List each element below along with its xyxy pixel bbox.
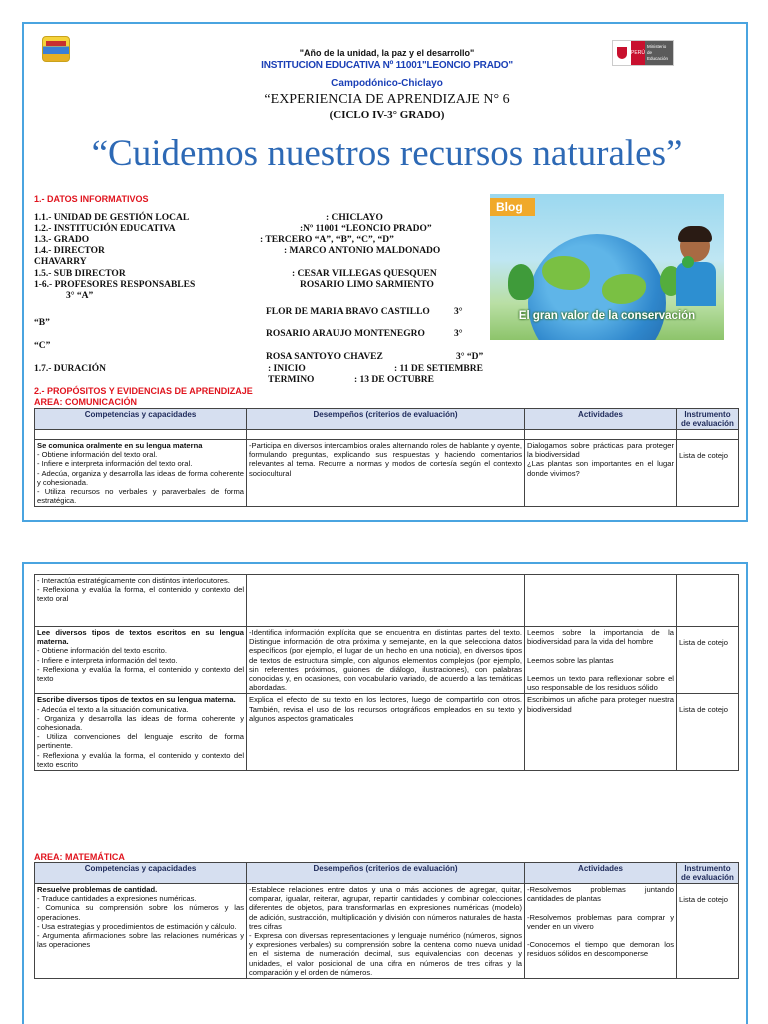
desempeno-cell (247, 575, 525, 627)
document-page-2 (22, 562, 748, 1024)
col-header-actividades: Actividades (525, 409, 677, 430)
desempeno-cell: -Establece relaciones entre datos y una o más acciones de agregar, quitar, comparar, igualar, reiterar, agrupar, repartir cantidades y combinar colecciones diferentes de objetos, para transformarlas en expresiones numéricas (modelo) de adición, sustracción, multiplicación y división con números naturales de hasta tres cifras - Expresa con diversas representaciones y lenguaje numérico (números, signos y expresiones verbales) su comprensión sobre la centena como nueva unidad en el sistema de numeración decimal, sus equivalencias con decenas y unidades, el valor posicional de una cifra en números de tres cifras y la comparación y el orden de números. (247, 884, 525, 979)
competencia-title: Resuelve problemas de cantidad. (37, 885, 158, 894)
instrumento-label: Lista de cotejo (679, 451, 728, 460)
value-subdirector: : CESAR VILLEGAS QUESQUEN (292, 269, 437, 279)
ministry-country: PERÚ (631, 41, 645, 65)
table-comunicacion (34, 408, 739, 507)
institution-location: Campodónico-Chiclayo (331, 78, 443, 89)
section-d: 3° “D” (456, 352, 484, 362)
section-heading-propositos: 2.- PROPÓSITOS Y EVIDENCIAS DE APRENDIZAJE (34, 386, 253, 396)
document-page-1 (22, 22, 748, 522)
label-grado: 1.3.- GRADO (34, 235, 90, 245)
conservation-blog-image (490, 194, 724, 340)
value-inicio: : 11 DE SETIEMBRE (394, 364, 483, 374)
col-header-desempenos: Desempeños (criterios de evaluación) (247, 863, 525, 884)
grade-flor: 3° (454, 307, 463, 317)
value-institucion: :Nº 11001 “LEONCIO PRADO” (300, 224, 432, 234)
grade-rosario: 3° (454, 329, 463, 339)
value-termino: : 13 DE OCTUBRE (354, 375, 434, 385)
institution-name: INSTITUCION EDUCATIVA Nº 11001"LEONCIO PRADO" (261, 60, 513, 71)
competencia-capacidades: - Obtiene información del texto escrito. - Infiere e interpreta información del texto. - Reflexiona y evalúa la forma, el contenido y contexto del texto (37, 646, 244, 684)
section-heading-datos: 1.- DATOS INFORMATIVOS (34, 194, 149, 204)
instrumento-label: Lista de cotejo (679, 638, 728, 647)
competencia-cell (35, 694, 247, 771)
col-header-instrumento: Instrumento de evaluación (677, 863, 739, 884)
instrumento-label: Lista de cotejo (679, 705, 728, 715)
label-ugel: 1.1.- UNIDAD DE GESTIÓN LOCAL (34, 213, 190, 223)
col-header-instrumento: Instrumento de evaluación (677, 409, 739, 430)
label-duracion: 1.7.- DURACIÓN (34, 364, 107, 374)
desempeno-cell: Explica el efecto de su texto en los lectores, luego de compartirlo con otros. También, revisa el uso de los recursos ortográficos empleados en su texto y algunos aspectos gramaticales (247, 694, 525, 771)
section-a: 3° “A” (66, 291, 94, 301)
table-row (35, 575, 739, 627)
value-director: : MARCO ANTONIO MALDONADO (284, 246, 441, 256)
competencia-capacidades: - Obtiene información del texto oral. - Infiere e interpreta información del texto oral. - Adecúa, organiza y desarrolla las ideas de forma coherente y cohesionada. - Utiliza recursos no verbales y paraverbales de forma estratégica. (37, 450, 244, 506)
instrumento-label: Lista de cotejo (679, 895, 728, 904)
blog-banner-text: El gran valor de la conservación (518, 310, 696, 322)
area-matematica: AREA: MATEMÁTICA (34, 852, 125, 862)
section-c: “C” (34, 341, 51, 351)
teacher-rosario: ROSARIO ARAUJO MONTENEGRO (266, 329, 425, 339)
value-director-cont: CHAVARRY (34, 257, 87, 267)
instrumento-cell (677, 694, 739, 771)
col-header-competencias: Competencias y capacidades (35, 409, 247, 430)
section-b: “B” (34, 318, 50, 328)
table-row (35, 884, 739, 979)
actividades-cell: Dialogamos sobre prácticas para proteger la biodiversidad ¿Las plantas son importantes en el lugar donde vivimos? (525, 440, 677, 507)
desempeno-cell: -Identifica información explícita que se encuentra en distintas partes del texto. Distingue información de otra próxima y semejante, en la que selecciona datos específicos (por ejemplo, el lugar de un hecho en una noticia), en diversos tipos de textos de estructura simple, con algunos elementos complejos (por ejemplo, sin referentes próximos, guiones de diálogo, ilustraciones), con palabras conocidas y, en ocasiones, con vocabulario variado, de acuerdo a las temáticas abordadas. (247, 627, 525, 694)
instrumento-cell (677, 627, 739, 694)
blog-tag: Blog (490, 198, 535, 216)
page-title: “Cuidemos nuestros recursos naturales” (91, 133, 683, 174)
instrumento-cell (677, 440, 739, 507)
competencia-cell (35, 884, 247, 979)
competencia-cell (35, 440, 247, 507)
competencia-capacidades: - Traduce cantidades a expresiones numéricas. - Comunica su comprensión sobre los números y las operaciones. - Usa estrategias y procedimientos de estimación y cálculo. - Argumenta afirmaciones sobre las relaciones numéricas y las operaciones (37, 894, 244, 950)
ministry-name: Ministerio de Educación (645, 41, 673, 65)
tree-icon (508, 264, 534, 300)
label-inicio: : INICIO (268, 364, 306, 374)
table-row (35, 627, 739, 694)
competencia-capacidades: - Adecúa el texto a la situación comunicativa. - Organiza y desarrolla las ideas de forma coherente y cohesionada. - Utiliza convenciones del lenguaje escrito de forma pertinente. - Reflexiona y evalúa la forma, el contenido y contexto del texto escrito (37, 704, 244, 769)
value-profesor-limo: ROSARIO LIMO SARMIENTO (300, 280, 434, 290)
label-termino: TERMINO (268, 375, 315, 385)
actividades-cell (525, 575, 677, 627)
peru-shield-icon (613, 41, 631, 65)
table-matematica (34, 862, 739, 979)
table-comunicacion-cont (34, 574, 739, 771)
table-row (35, 694, 739, 771)
col-header-actividades: Actividades (525, 863, 677, 884)
ministry-logo (612, 40, 674, 66)
actividades-cell: Escribimos un afiche para proteger nuestra biodiversidad (525, 694, 677, 771)
cycle-grade: (CICLO IV-3° GRADO) (329, 109, 445, 121)
actividades-cell: Leemos sobre la importancia de la biodiversidad para la vida del hombre Leemos sobre las plantas Leemos un texto para reflexionar sobre el uso responsable de los residuos sólido (525, 627, 677, 694)
label-subdirector: 1.5.- SUB DIRECTOR (34, 269, 126, 279)
table-row (35, 440, 739, 507)
competencia-title: Escribe diversos tipos de textos en su lengua materna. (37, 695, 236, 705)
desempeno-cell: -Participa en diversos intercambios orales alternando roles de hablante y oyente, formulando preguntas, explicando sus respuestas y haciendo comentarios relevantes al tema. Recurre a normas y modos de cortesía según el contexto sociocultural (247, 440, 525, 507)
col-header-desempenos: Desempeños (criterios de evaluación) (247, 409, 525, 430)
value-ugel: : CHICLAYO (326, 213, 383, 223)
label-director: 1.4.- DIRECTOR (34, 246, 105, 256)
plant-icon (682, 256, 694, 268)
year-motto: "Año de la unidad, la paz y el desarrollo" (299, 48, 475, 58)
instrumento-cell (677, 575, 739, 627)
actividades-cell: -Resolvemos problemas juntando cantidades de plantas -Resolvemos problemas para comprar y vender en un vivero -Conocemos el tiempo que demoran los residuos sólidos en descomponerse (525, 884, 677, 979)
instrumento-cell (677, 884, 739, 979)
teacher-flor: FLOR DE MARIA BRAVO CASTILLO (266, 307, 430, 317)
label-institucion: 1.2.- INSTITUCIÓN EDUCATIVA (34, 224, 176, 234)
competencia-cell: - Interactúa estratégicamente con distintos interlocutores. - Reflexiona y evalúa la forma, el contenido y contexto del texto oral (35, 575, 247, 627)
label-profesores: 1-6.- PROFESORES RESPONSABLES (34, 280, 196, 290)
experience-number: “EXPERIENCIA DE APRENDIZAJE N° 6 (264, 92, 510, 107)
competencia-title: Se comunica oralmente en su lengua materna (37, 441, 203, 450)
competencia-cell (35, 627, 247, 694)
competencia-title: Lee diversos tipos de textos escritos en su lengua materna. (37, 628, 244, 647)
area-comunicacion: AREA: COMUNICACIÓN (34, 397, 137, 407)
col-header-competencias: Competencias y capacidades (35, 863, 247, 884)
teacher-rosa: ROSA SANTOYO CHAVEZ (266, 352, 383, 362)
value-grado: : TERCERO “A”, “B”, “C”, “D” (260, 235, 394, 245)
